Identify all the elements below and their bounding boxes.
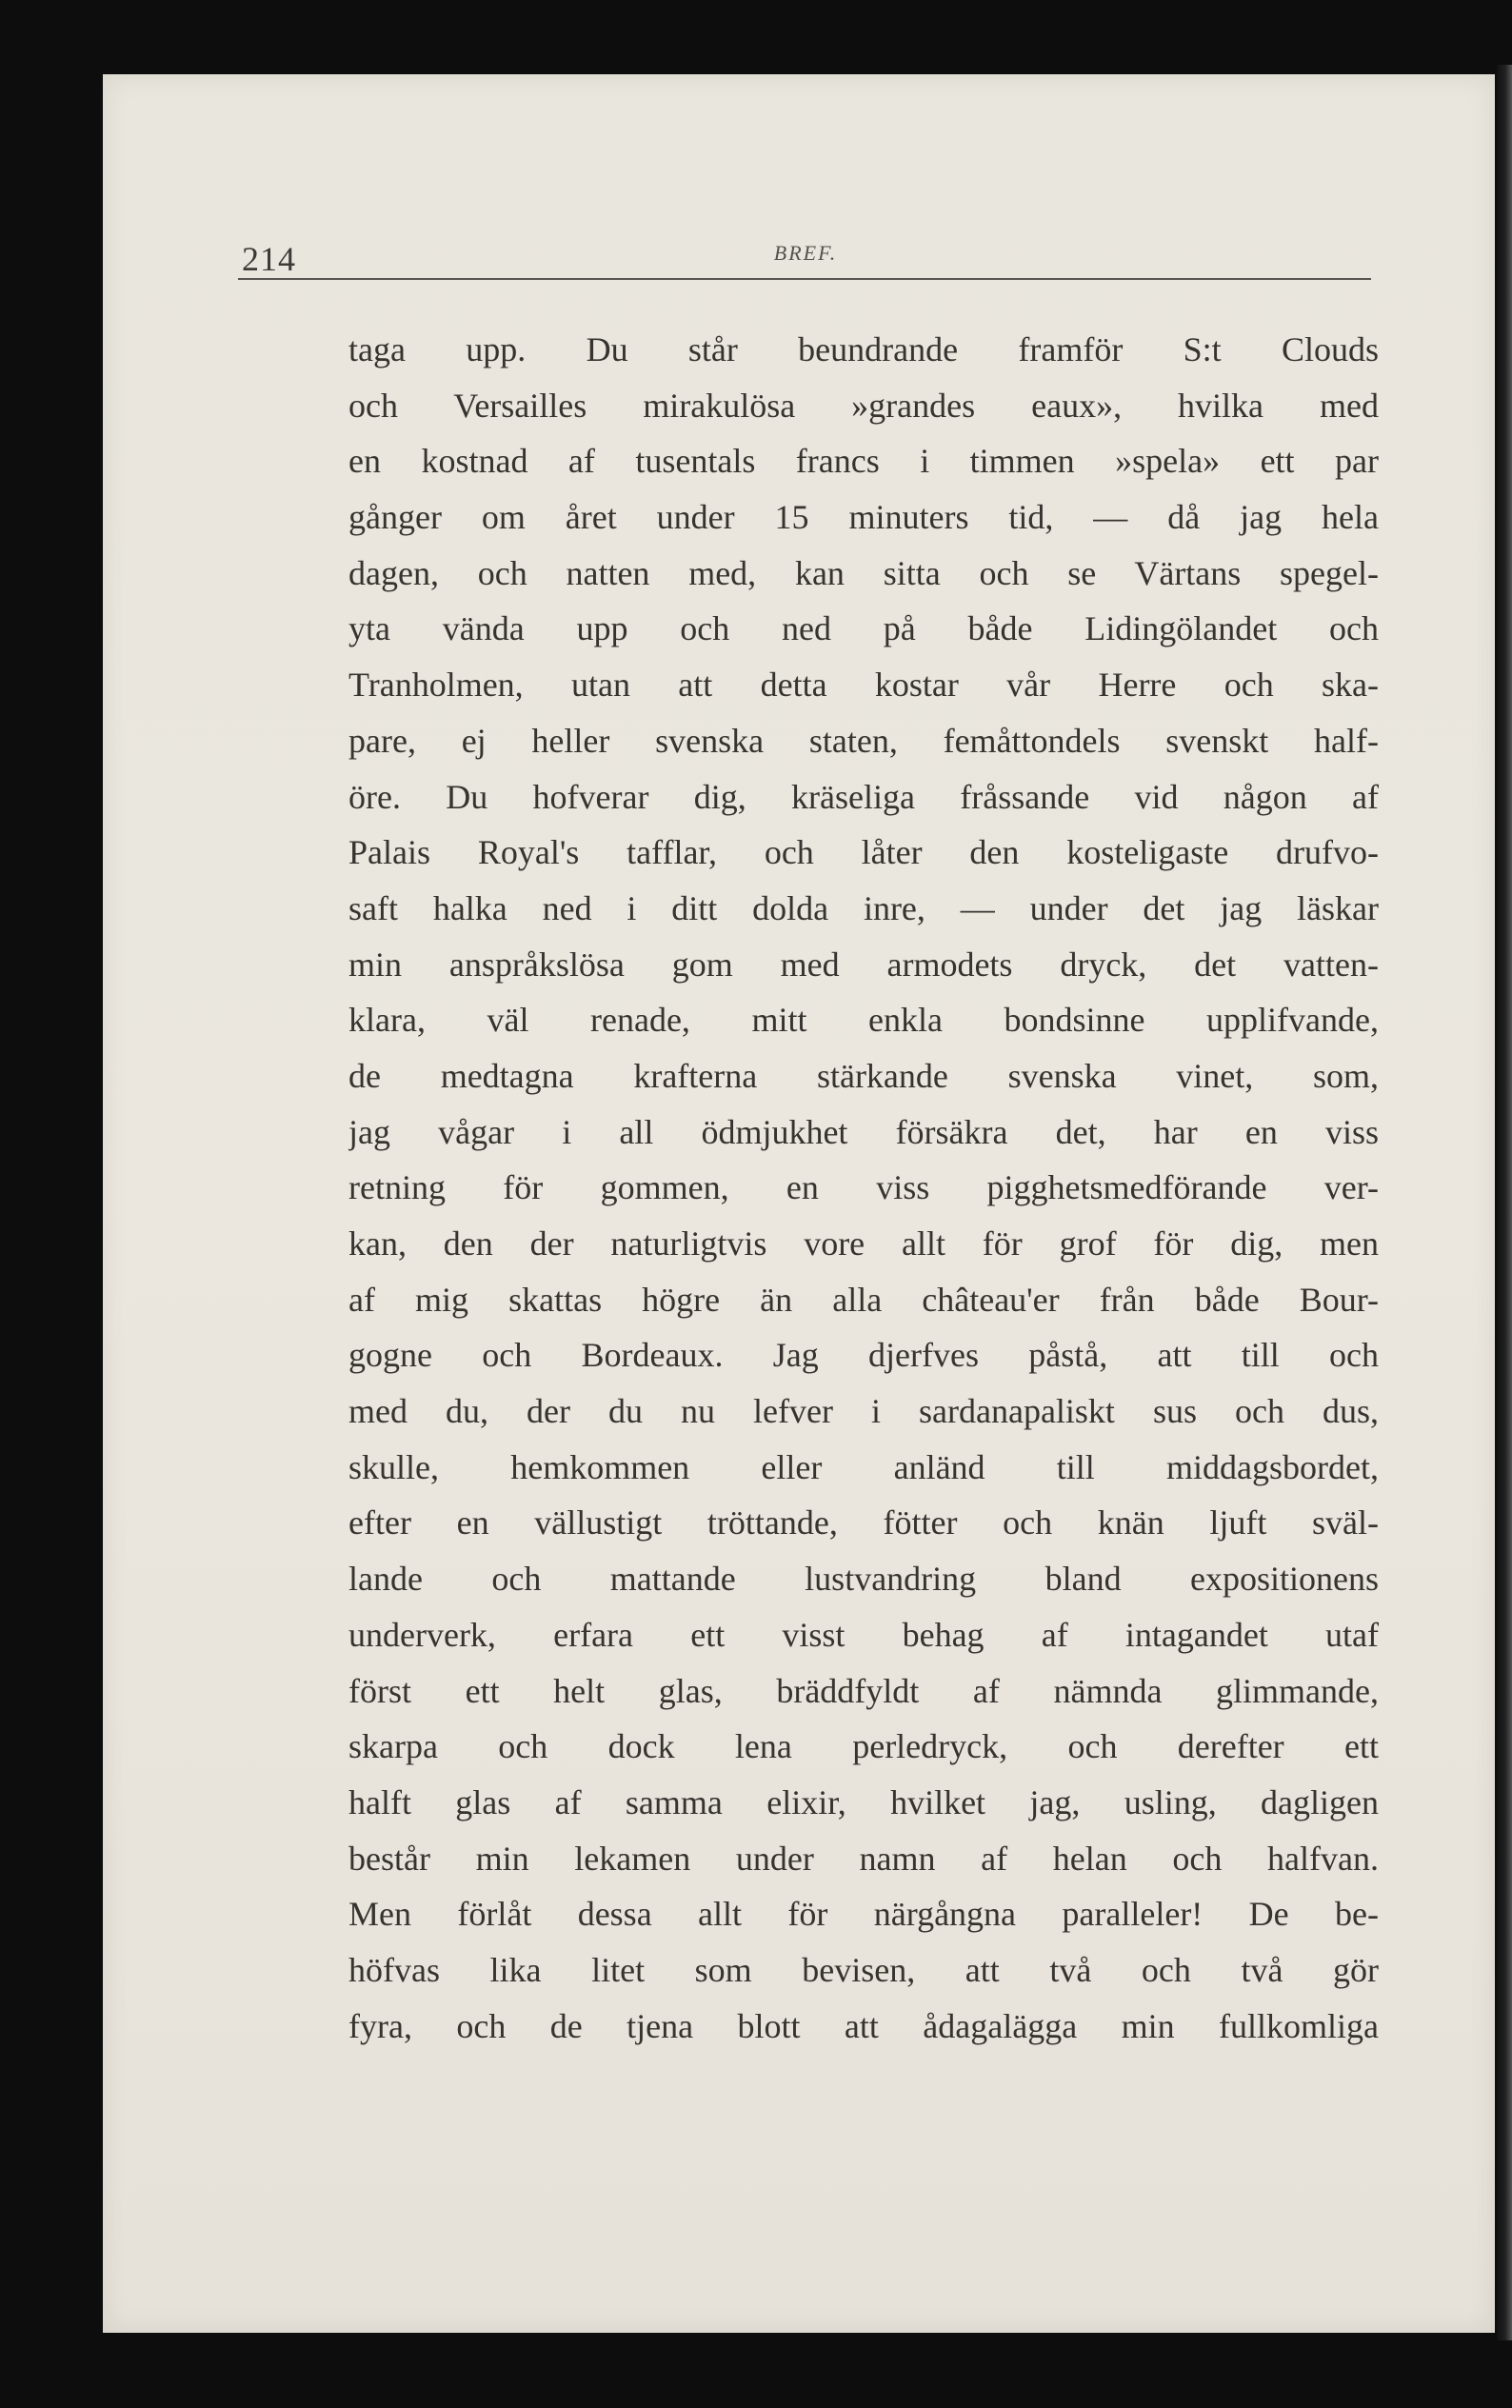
text-line: Tranholmen, utan att detta kostar vår Herre och ska- [348, 666, 1379, 705]
text-line: med du, der du nu lefver i sardanapaliskt sus och dus, [348, 1392, 1379, 1431]
text-line: pare, ej heller svenska staten, femåttondels svenskt half- [348, 721, 1379, 760]
text-line: de medtagna krafterna stärkande svenska vinet, som, [348, 1056, 1379, 1095]
text-line: öre. Du hofverar dig, kräseliga fråssande vid någon af [348, 777, 1379, 816]
text-line: fyra, och de tjena blott att ådagalägga min fullkomliga [348, 2006, 1379, 2045]
body-text [348, 322, 1379, 2054]
page-edge-shadow [1497, 65, 1512, 2340]
text-line: består min lekamen under namn af helan och halfvan. [348, 1839, 1379, 1878]
text-line: Palais Royal's tafflar, och låter den kosteligaste drufvo- [348, 833, 1379, 872]
text-line: jag vågar i all ödmjukhet försäkra det, har en viss [348, 1112, 1379, 1151]
page-number: 214 [242, 240, 296, 278]
text-line: underverk, erfara ett visst behag af intagandet utaf [348, 1615, 1379, 1654]
text-line: taga upp. Du står beundrande framför S:t Clouds [348, 330, 1379, 368]
text-line: saft halka ned i ditt dolda inre, — under det jag läskar [348, 888, 1379, 927]
text-line: lande och mattande lustvandring bland expositionens [348, 1560, 1379, 1599]
text-line: efter en vällustigt tröttande, fötter och knän ljuft sväl- [348, 1503, 1379, 1542]
text-line: halft glas af samma elixir, hvilket jag, usling, dagligen [348, 1782, 1379, 1821]
text-line: yta vända upp och ned på både Lidingölandet och [348, 609, 1379, 648]
text-line: först ett helt glas, bräddfyldt af nämnda glimmande, [348, 1671, 1379, 1710]
text-line: af mig skattas högre än alla château'er från både Bour- [348, 1280, 1379, 1319]
text-line: dagen, och natten med, kan sitta och se Värtans spegel- [348, 553, 1379, 592]
text-line: en kostnad af tusentals francs i timmen »spela» ett par [348, 442, 1379, 481]
running-head: BREF. [773, 241, 838, 265]
text-line: min anspråkslösa gom med armodets dryck, det vatten- [348, 945, 1379, 984]
header-rule [238, 278, 1371, 280]
text-line: skulle, hemkommen eller anländ till middagsbordet, [348, 1447, 1379, 1486]
text-line: gånger om året under 15 minuters tid, — då jag hela [348, 498, 1379, 537]
text-line: kan, den der naturligtvis vore allt för grof för dig, men [348, 1224, 1379, 1263]
text-line: Men förlåt dessa allt för närgångna paralleler! De be- [348, 1895, 1379, 1934]
text-line: skarpa och dock lena perledryck, och derefter ett [348, 1727, 1379, 1766]
text-line: klara, väl renade, mitt enkla bondsinne upplifvande, [348, 1001, 1379, 1040]
text-line: höfvas lika litet som bevisen, att två och två gör [348, 1950, 1379, 1989]
text-line: gogne och Bordeaux. Jag djerfves påstå, att till och [348, 1336, 1379, 1375]
text-line: och Versailles mirakulösa »grandes eaux», hvilka med [348, 386, 1379, 425]
text-line: retning för gommen, en viss pigghetsmedförande ver- [348, 1168, 1379, 1207]
